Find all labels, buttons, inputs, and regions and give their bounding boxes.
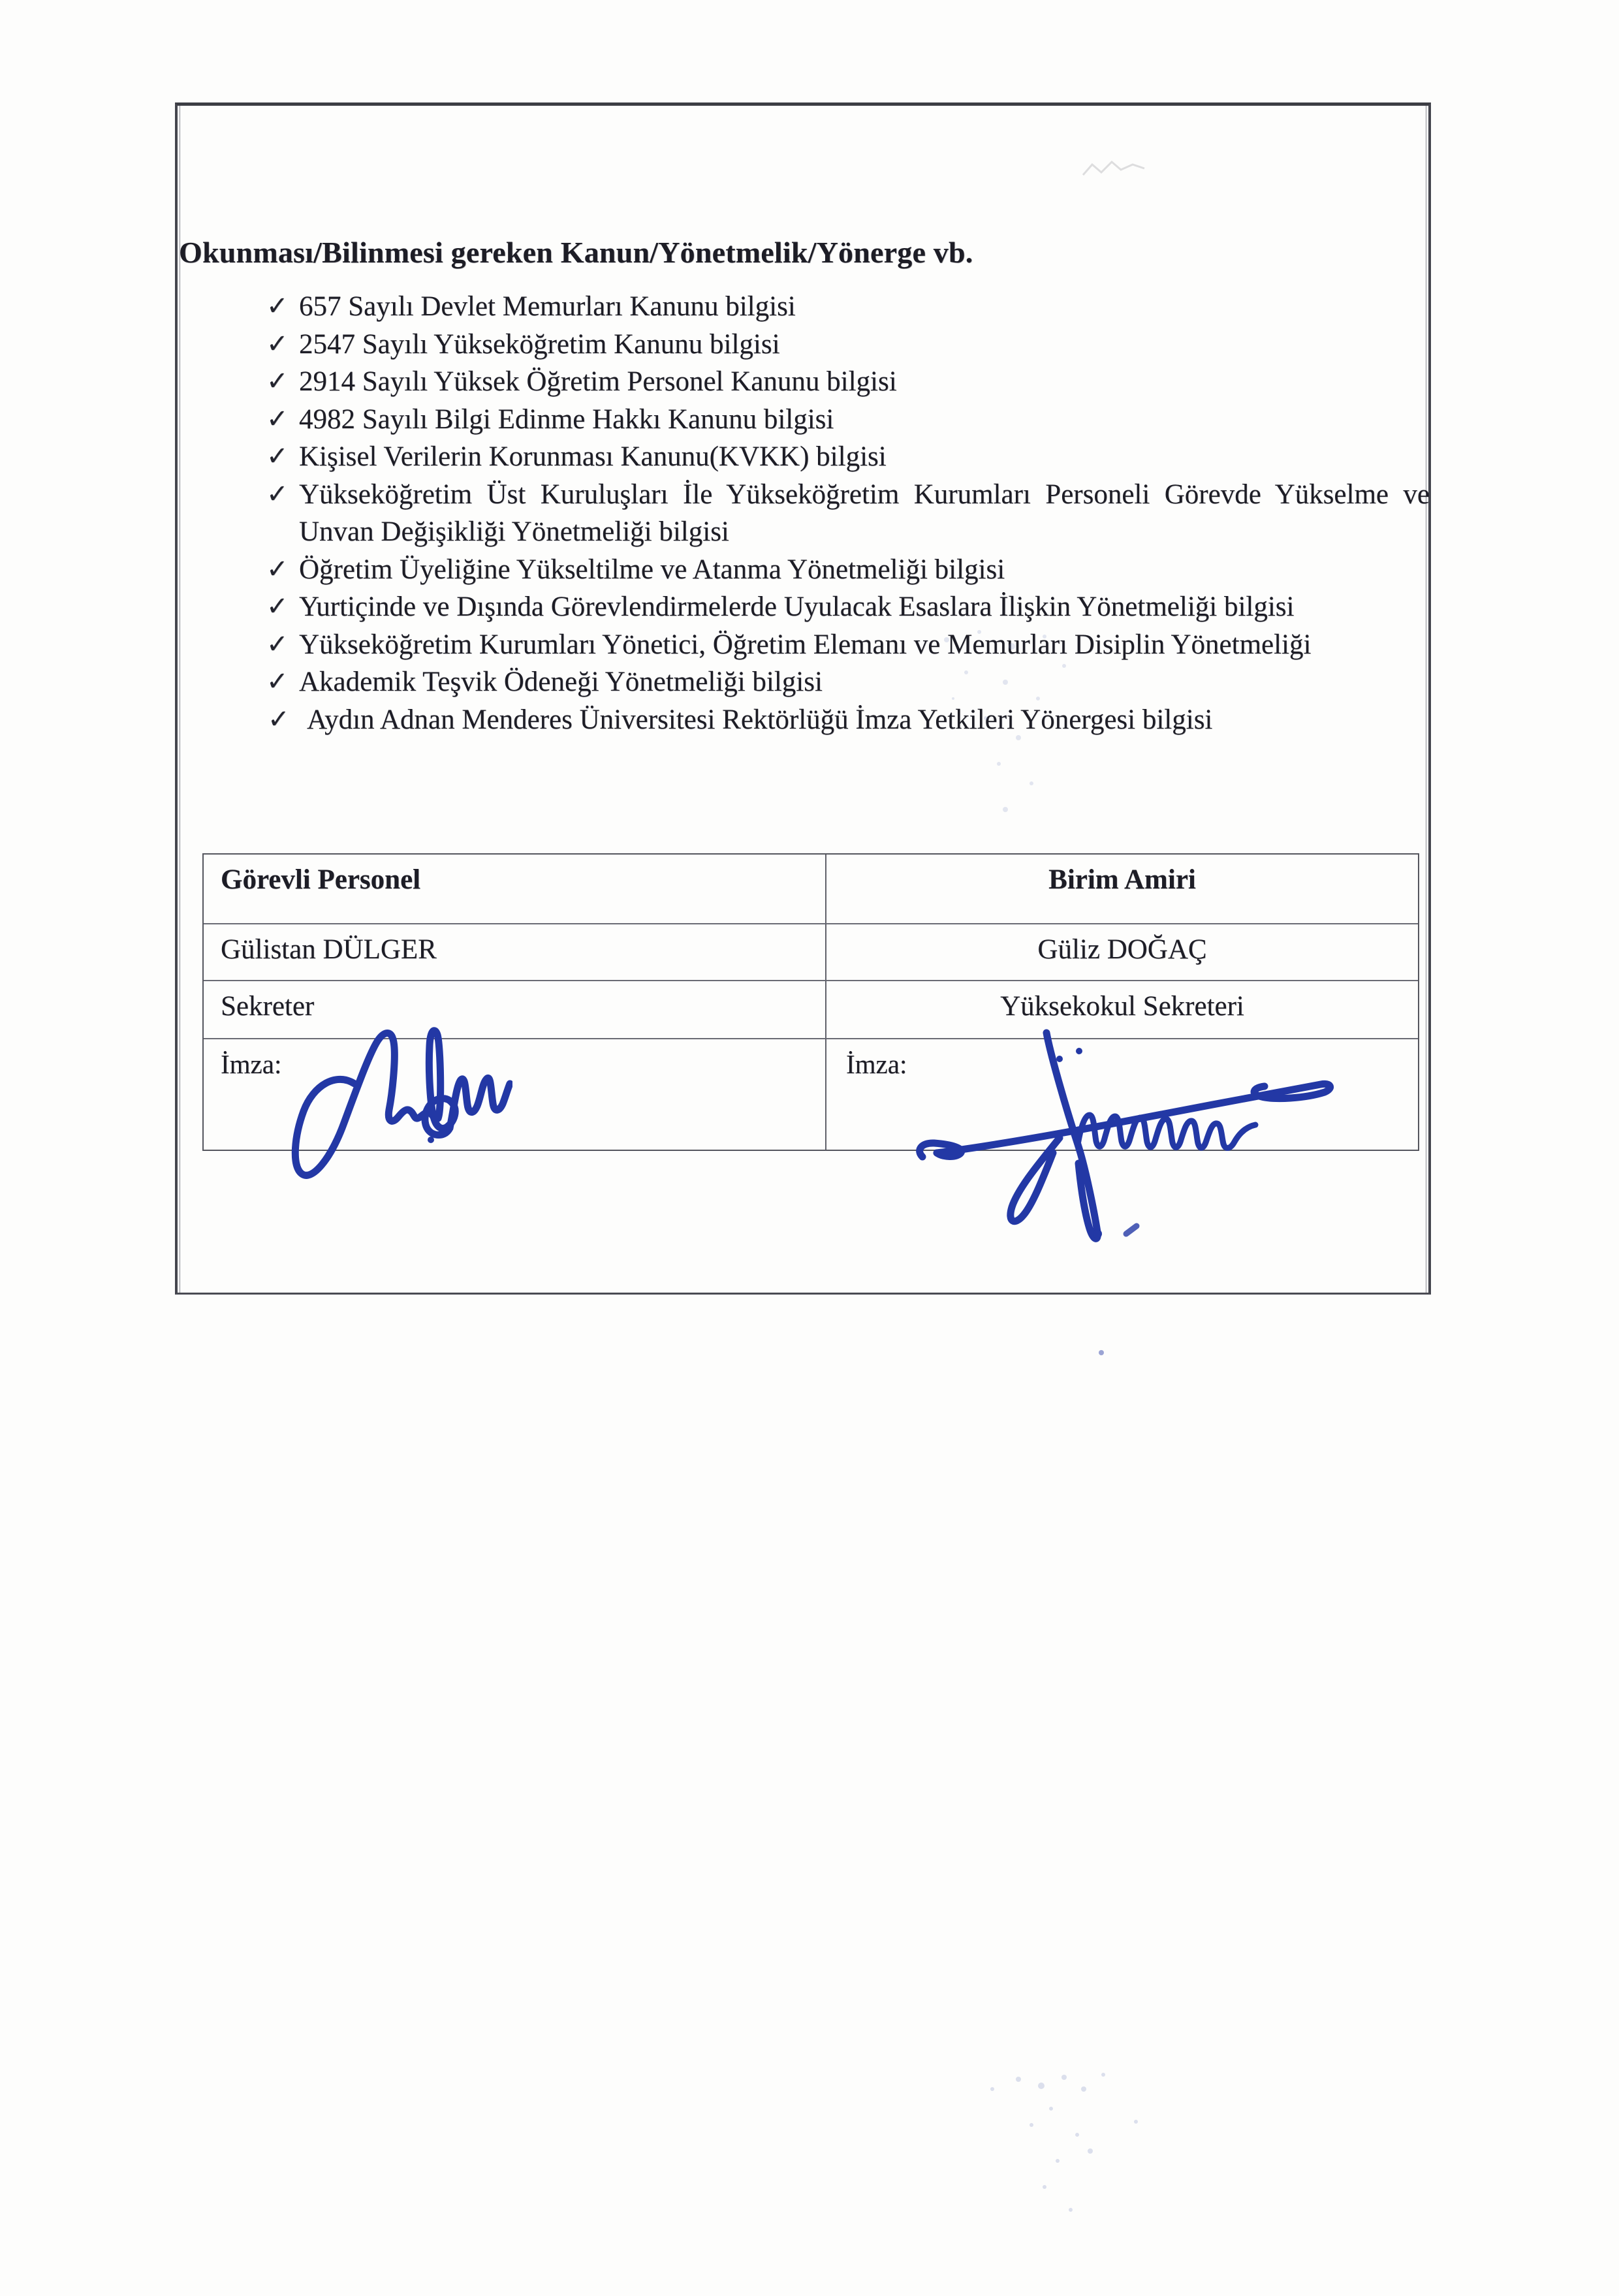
list-item [266, 438, 1430, 476]
regulations-list [266, 288, 1430, 738]
personnel-signature-table [202, 853, 1419, 1151]
check-icon: ✓ [268, 704, 290, 734]
scan-speckle-bottom [973, 2063, 1182, 2233]
list-item [266, 401, 1430, 439]
list-item [266, 363, 1430, 401]
list-item [266, 626, 1430, 664]
personnel-imza-label: İmza: [204, 1038, 825, 1150]
list-item-text: 4982 Sayılı Bilgi Edinme Hakkı Kanunu bilgisi [299, 403, 834, 435]
list-item-text: Aydın Adnan Menderes Üniversitesi Rektörlüğü İmza Yetkileri Yönergesi bilgisi [307, 704, 1213, 735]
check-icon: ✓ [266, 479, 289, 509]
supervisor-name-cell: Güliz DOĞAÇ [825, 923, 1418, 980]
table-header-birim-amiri: Birim Amiri [825, 855, 1418, 923]
list-item [266, 701, 1430, 739]
table-header-gorevli-personel: Görevli Personel [221, 864, 421, 895]
check-icon: ✓ [266, 591, 289, 621]
check-icon: ✓ [266, 328, 289, 359]
list-item [266, 326, 1430, 364]
list-item [266, 476, 1430, 551]
list-item [266, 551, 1430, 589]
supervisor-title-cell: Yüksekokul Sekreteri [825, 980, 1418, 1038]
list-item-text: Kişisel Verilerin Korunması Kanunu(KVKK) bilgisi [299, 441, 887, 472]
check-icon: ✓ [266, 667, 289, 697]
check-icon: ✓ [266, 554, 289, 584]
personnel-title-cell: Sekreter [204, 980, 825, 1038]
check-icon: ✓ [266, 366, 289, 396]
list-item-text: 2547 Sayılı Yükseköğretim Kanunu bilgisi [299, 328, 780, 360]
personnel-name-cell: Gülistan DÜLGER [204, 923, 825, 980]
list-item [266, 588, 1430, 626]
list-item-text: Yurtiçinde ve Dışında Görevlendirmelerde Uyulacak Esaslara İlişkin Yönetmeliği bilgisi [299, 591, 1295, 622]
check-icon: ✓ [266, 291, 289, 321]
list-item-text: Yükseköğretim Üst Kuruluşları İle Yükseköğretim Kurumları Personeli Görevde Yükselme ve Unvan Değişikliği Yönetmeliği bilgisi [299, 479, 1430, 547]
list-item-text: Öğretim Üyeliğine Yükseltilme ve Atanma Yönetmeliği bilgisi [299, 554, 1005, 585]
check-icon: ✓ [266, 441, 289, 471]
check-icon: ✓ [266, 629, 289, 659]
list-item-text: Akademik Teşvik Ödeneği Yönetmeliği bilgisi [299, 667, 823, 697]
list-item-text: 657 Sayılı Devlet Memurları Kanunu bilgisi [299, 291, 796, 322]
ink-speck [1099, 1350, 1104, 1355]
list-item [266, 288, 1430, 326]
page-title: Okunması/Bilinmesi gereken Kanun/Yönetmelik/Yönerge vb. [179, 236, 973, 269]
list-item-text: Yükseköğretim Kurumları Yönetici, Öğretim Elemanı ve Memurları Disiplin Yönetmeliği [299, 629, 1312, 660]
supervisor-imza-label: İmza: [825, 1038, 1418, 1150]
list-item [266, 663, 1430, 701]
list-item-text: 2914 Sayılı Yüksek Öğretim Personel Kanunu bilgisi [299, 366, 897, 397]
check-icon: ✓ [266, 403, 289, 434]
